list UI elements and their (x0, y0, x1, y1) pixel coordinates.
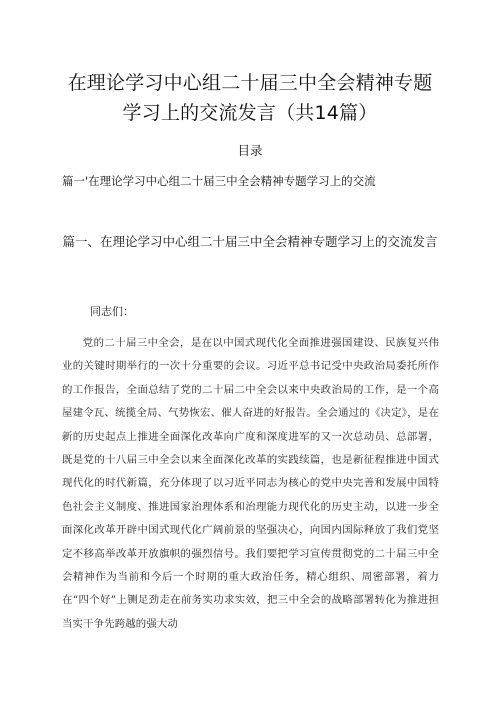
body-paragraph: 党的二十届三中全会，是在以中国式现代化全面推进强国建设、民族复兴伟业的关键时期举行的一次十分重要的会议。习近平总书记受中央政治局委托所作的工作报告，全面总结了党的二十届二中全会以来中央政治局的工作，是一个高屋建令瓦、统揽全局、气势恢宏、催人奋进的好报告。全会通过的《决定》，是在新的历史起点上推进全面深化改革向广度和深度进军的又一次总动员、总部署，既是党的十八届三中全会以来全面深化改革的实践续篇，也是新征程推进中国式现代化的时代新篇，充分体现了以习近平同志为核心的党中央完善和发展中国特色社会主义制度、推进国家治理体系和治理能力现代化的历史主动，以进一步全面深化改革开辟中国式现代化广阔前景的坚强决心，向国内国际释放了我们党坚定不移高举改革开放旗帜的强烈信号。我们要把学习宣传贯彻党的二十届三中全会精神作为当前和今后一个时期的重大政治任务，精心组织、周密部署，着力在“四个好”上铡足劲走在前务实功求实效，把三中全会的战略部署转化为推进担当实干争先跨越的强大动 (62, 337, 439, 630)
section-title: 篇一、在理论学习中心组二十届三中全会精神专题学习上的交流发言 (62, 234, 438, 249)
toc-entry[interactable]: 篇一'在理论学习中心组二十届三中全会精神专题学习上的交流 (62, 174, 376, 188)
toc-heading: 目录 (237, 143, 263, 158)
salutation: 同志们： (90, 305, 134, 318)
document-title: 在理论学习中心组二十届三中全会精神专题学习上的交流发言（共14篇） (67, 72, 433, 124)
